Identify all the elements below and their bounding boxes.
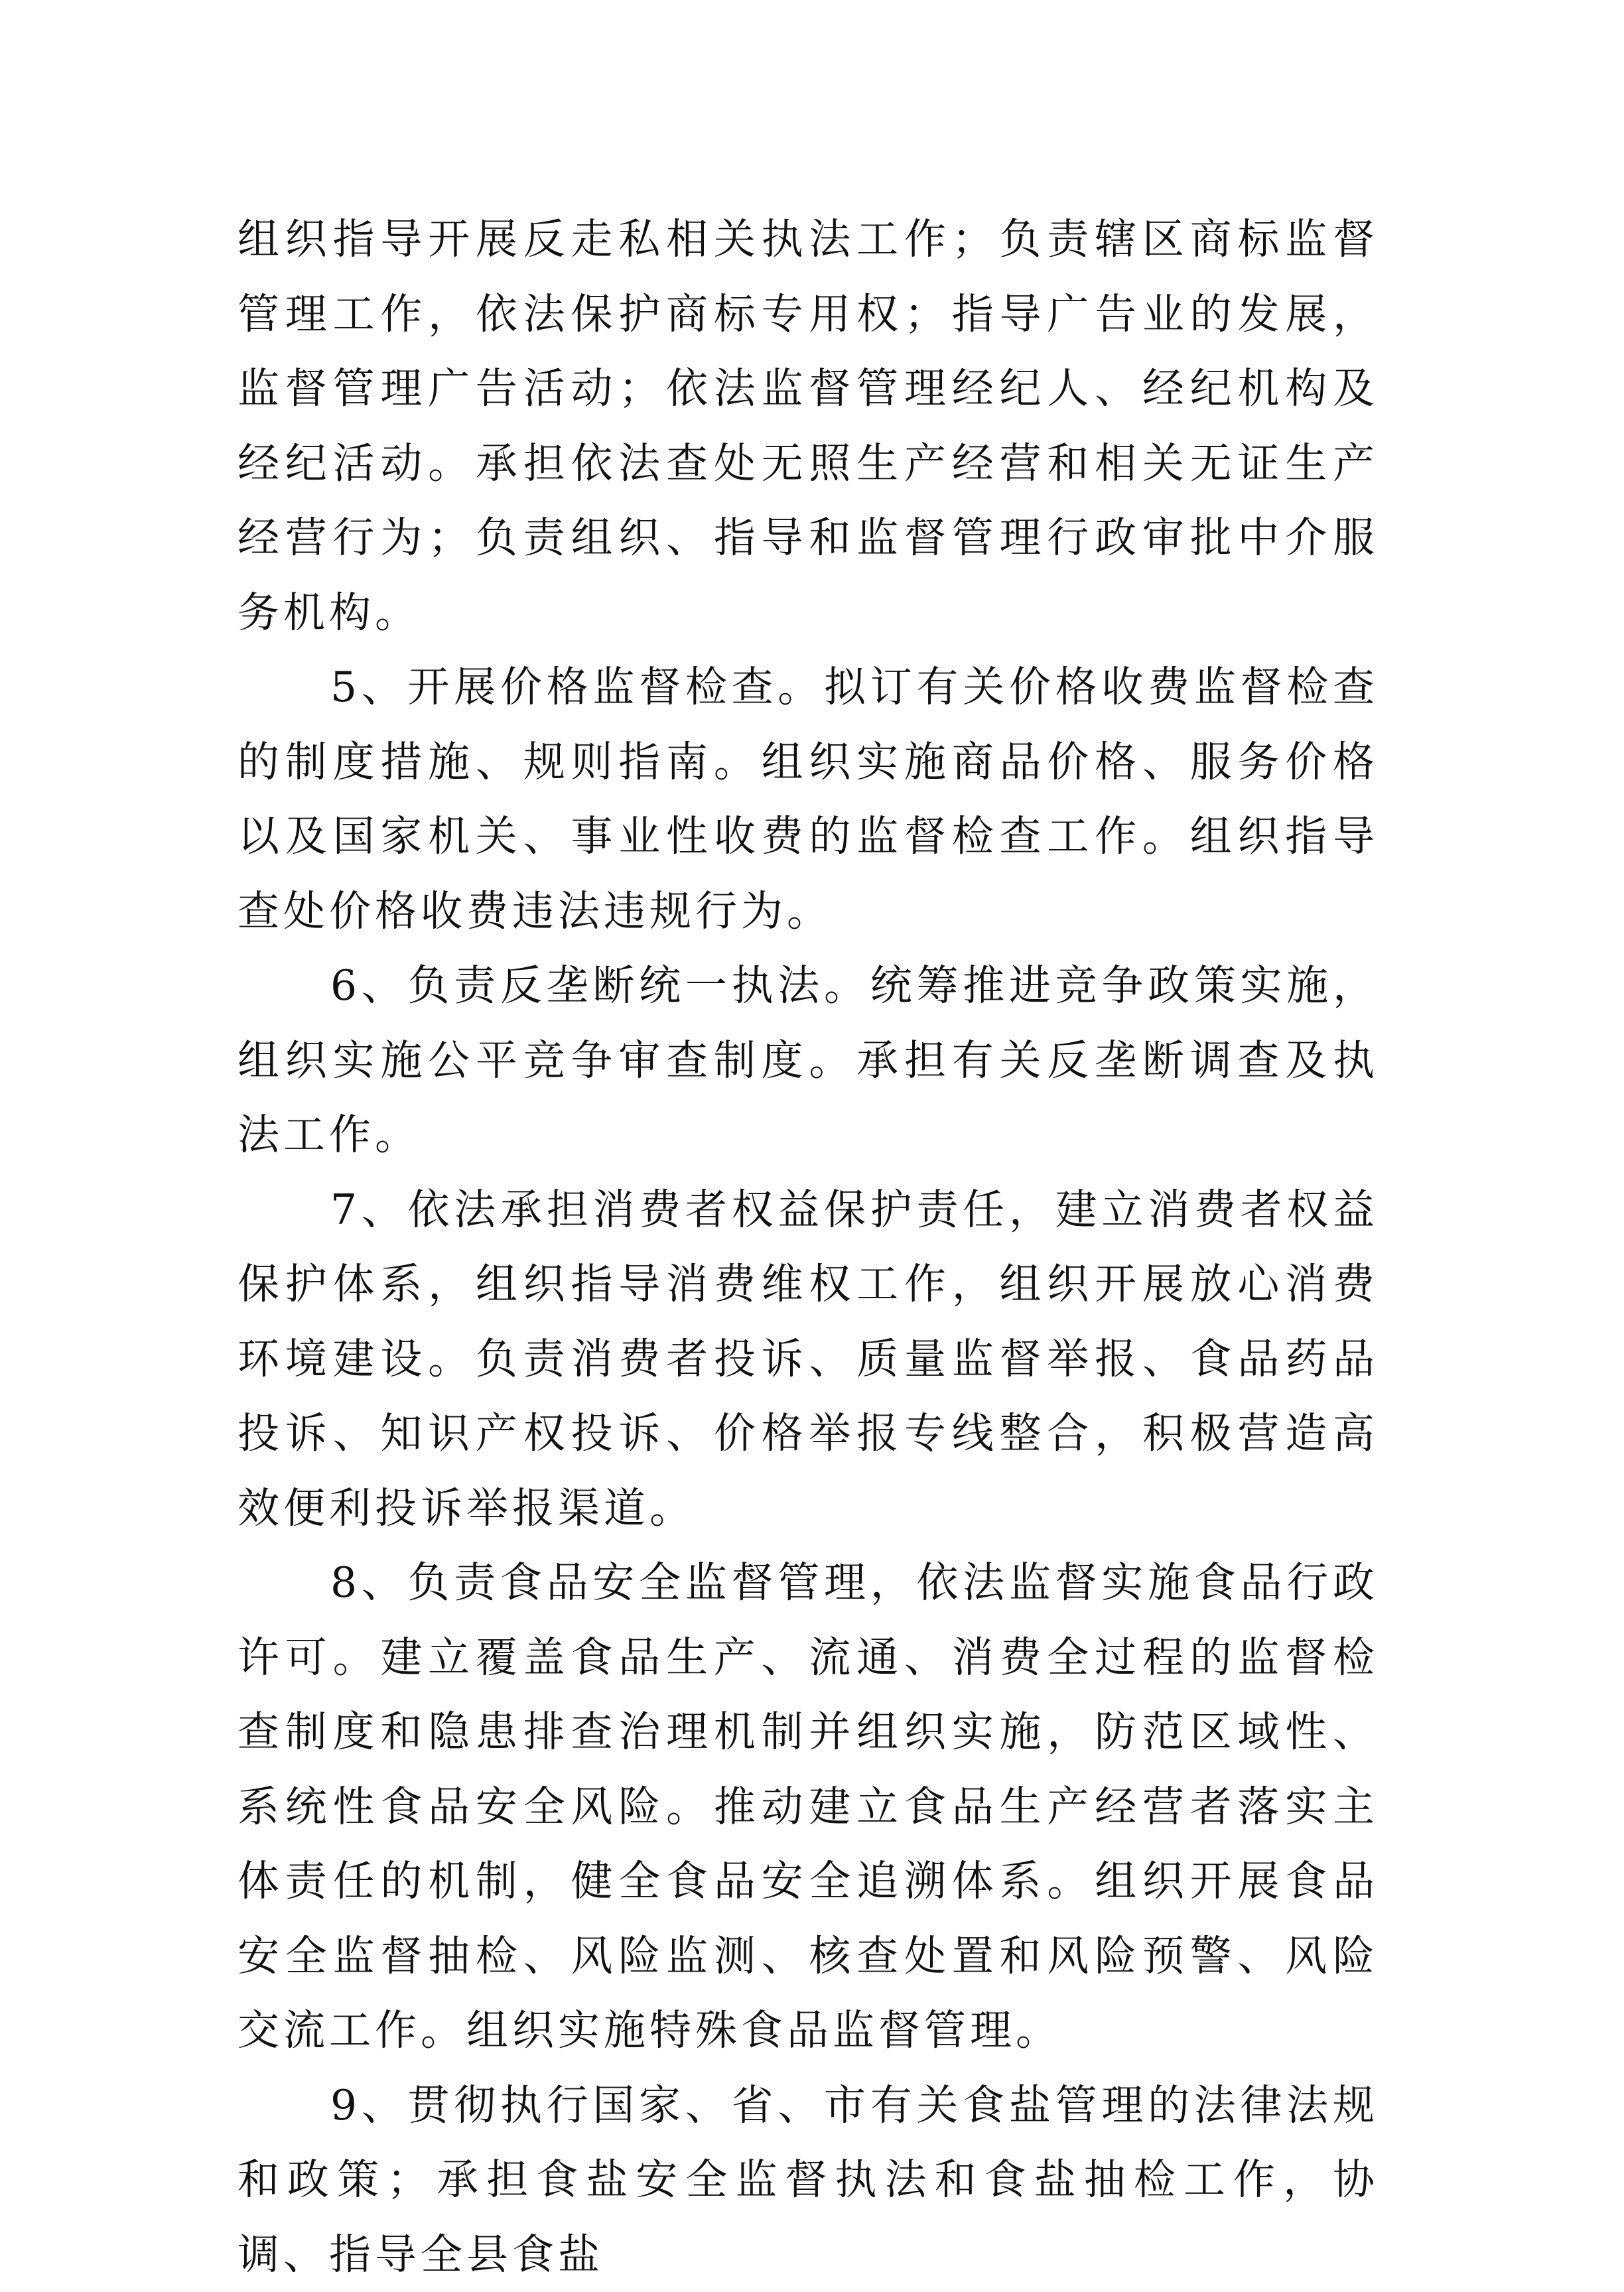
paragraph-item-6: 6、负责反垄断统一执法。统筹推进竞争政策实施，组织实施公平竞争审查制度。承担有关反垄断调查及执法工作。	[237, 949, 1379, 1173]
paragraph-item-8: 8、负责食品安全监督管理，依法监督实施食品行政许可。建立覆盖食品生产、流通、消费全过程的监督检查制度和隐患排查治理机制并组织实施，防范区域性、系统性食品安全风险。推动建立食品生产经营者落实主体责任的机制，健全食品安全追溯体系。组织开展食品安全监督抽检、风险监测、核查处置和风险预警、风险交流工作。组织实施特殊食品监督管理。	[237, 1546, 1379, 2068]
document-body	[237, 202, 1379, 2292]
paragraph-item-7: 7、依法承担消费者权益保护责任，建立消费者权益保护体系，组织指导消费维权工作，组织开展放心消费环境建设。负责消费者投诉、质量监督举报、食品药品投诉、知识产权投诉、价格举报专线整合，积极营造高效便利投诉举报渠道。	[237, 1173, 1379, 1546]
paragraph-continuation: 组织指导开展反走私相关执法工作；负责辖区商标监督管理工作，依法保护商标专用权；指导广告业的发展，监督管理广告活动；依法监督管理经纪人、经纪机构及经纪活动。承担依法查处无照生产经营和相关无证生产经营行为；负责组织、指导和监督管理行政审批中介服务机构。	[237, 202, 1379, 650]
paragraph-item-9: 9、贯彻执行国家、省、市有关食盐管理的法律法规和政策；承担食盐安全监督执法和食盐抽检工作，协调、指导全县食盐	[237, 2068, 1379, 2292]
paragraph-item-5: 5、开展价格监督检查。拟订有关价格收费监督检查的制度措施、规则指南。组织实施商品价格、服务价格以及国家机关、事业性收费的监督检查工作。组织指导查处价格收费违法违规行为。	[237, 650, 1379, 949]
